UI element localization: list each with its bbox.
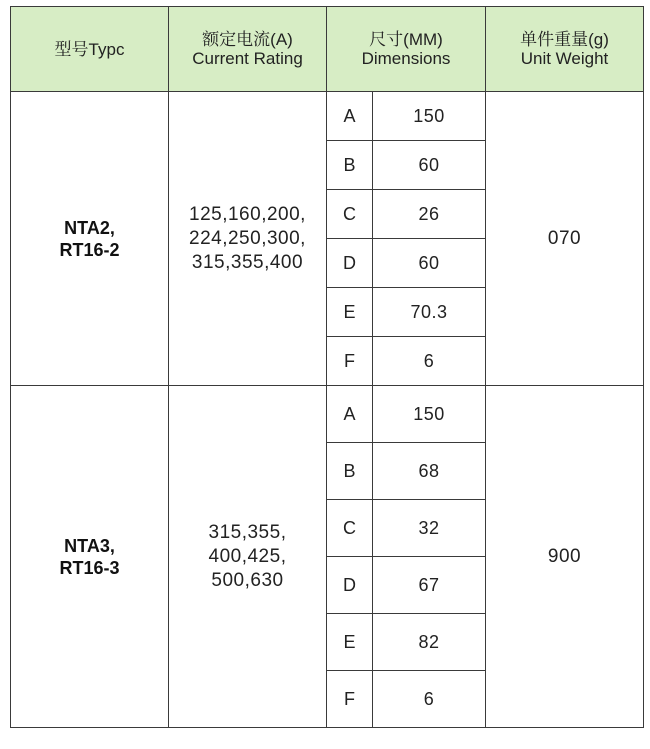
dim-value: 70.3 bbox=[373, 288, 486, 337]
dim-value: 26 bbox=[373, 190, 486, 239]
header-type bbox=[11, 7, 169, 92]
dim-label: E bbox=[327, 288, 373, 337]
rating-line: 400,425, bbox=[208, 545, 287, 567]
unit-weight-cell: 070 bbox=[486, 92, 644, 386]
type-line: RT16-3 bbox=[59, 557, 120, 578]
table-row bbox=[11, 386, 644, 443]
table-row bbox=[11, 92, 644, 141]
group-nta2 bbox=[11, 92, 644, 386]
rating-line: 125,160,200, bbox=[189, 203, 306, 225]
dim-label: B bbox=[327, 443, 373, 500]
dim-value: 32 bbox=[373, 500, 486, 557]
rating-line: 315,355,400 bbox=[191, 251, 304, 273]
current-rating-cell bbox=[169, 92, 327, 386]
type-cell bbox=[11, 92, 169, 386]
dim-value: 6 bbox=[373, 671, 486, 728]
type-line: RT16-2 bbox=[59, 239, 120, 260]
dim-value: 67 bbox=[373, 557, 486, 614]
type-line: NTA2, bbox=[64, 217, 115, 238]
dim-label: D bbox=[327, 239, 373, 288]
header-type-label: 型号Typc bbox=[54, 39, 125, 59]
dim-label: A bbox=[327, 92, 373, 141]
dim-label: F bbox=[327, 671, 373, 728]
header-dim-zh: 尺寸(MM) bbox=[369, 30, 443, 49]
dim-value: 150 bbox=[373, 386, 486, 443]
dim-label: D bbox=[327, 557, 373, 614]
dim-label: E bbox=[327, 614, 373, 671]
dim-value: 68 bbox=[373, 443, 486, 500]
dim-label: B bbox=[327, 141, 373, 190]
header-weight-zh: 单件重量(g) bbox=[520, 30, 609, 49]
header-current-zh: 额定电流(A) bbox=[202, 30, 293, 49]
dim-value: 60 bbox=[373, 141, 486, 190]
dim-value: 60 bbox=[373, 239, 486, 288]
dim-label: A bbox=[327, 386, 373, 443]
dim-label: C bbox=[327, 500, 373, 557]
spec-table bbox=[10, 6, 644, 728]
dim-value: 82 bbox=[373, 614, 486, 671]
header-dimensions bbox=[327, 7, 486, 92]
header-weight-en: Unit Weight bbox=[520, 49, 609, 68]
dim-value: 6 bbox=[373, 337, 486, 386]
group-nta3 bbox=[11, 386, 644, 728]
header-unit-weight bbox=[486, 7, 644, 92]
type-line: NTA3, bbox=[64, 535, 115, 556]
dim-label: F bbox=[327, 337, 373, 386]
dim-value: 150 bbox=[373, 92, 486, 141]
type-cell bbox=[11, 386, 169, 728]
dim-label: C bbox=[327, 190, 373, 239]
table-header bbox=[11, 7, 644, 92]
header-dim-en: Dimensions bbox=[361, 49, 451, 68]
header-current-en: Current Rating bbox=[192, 49, 303, 68]
rating-line: 500,630 bbox=[211, 569, 284, 591]
unit-weight-cell: 900 bbox=[486, 386, 644, 728]
header-current-rating bbox=[169, 7, 327, 92]
rating-line: 315,355, bbox=[208, 521, 287, 543]
current-rating-cell bbox=[169, 386, 327, 728]
rating-line: 224,250,300, bbox=[189, 227, 306, 249]
